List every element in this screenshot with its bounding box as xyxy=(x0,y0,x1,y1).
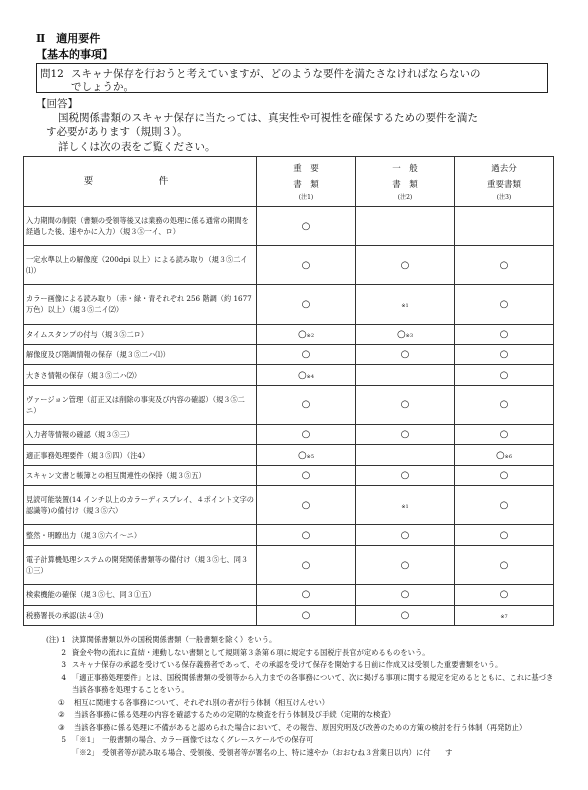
applicability-mark: ○ xyxy=(400,529,410,541)
applicability-mark: ○ xyxy=(499,298,509,310)
applicability-cell xyxy=(356,445,455,465)
applicability-cell xyxy=(257,285,356,324)
applicability-cell xyxy=(257,605,356,625)
applicability-mark: ○ xyxy=(301,298,311,310)
table-row xyxy=(24,605,554,625)
applicability-cell xyxy=(257,545,356,584)
question-line-1: スキャナ保存を行おうと考えていますが、どのような要件を満たさなければならないの xyxy=(71,68,481,80)
requirement-label: 大きさ情報の保存（規３⑤二ハ⑵） xyxy=(24,365,257,385)
applicability-cell xyxy=(257,246,356,285)
table-row xyxy=(24,385,554,424)
requirement-label: 一定水準以上の解像度（200dpi 以上）による読み取り（規３⑤二イ⑴） xyxy=(24,246,257,285)
applicability-note: ※1 xyxy=(401,503,409,510)
applicability-cell xyxy=(455,486,554,525)
note-4: 4 「適正事務処理要件」とは、国税関係書類の受領等から入力までの各事務について、次に掲げる事項に関する規定を定めるとともに、これに基づき当該各事務を処理することをいう。 xyxy=(61,672,554,694)
table-row xyxy=(24,285,554,324)
applicability-cell xyxy=(257,425,356,445)
answer-line-2: す必要があります（規則３）。 xyxy=(46,126,188,138)
table-row xyxy=(24,525,554,545)
note-4-item-1: ① 相互に関連する各事務について、それぞれ別の者が行う体制（相互けんせい） xyxy=(58,697,330,707)
applicability-mark: ○ xyxy=(301,499,311,511)
applicability-cell xyxy=(356,545,455,584)
applicability-cell xyxy=(455,324,554,344)
table-row xyxy=(24,425,554,445)
question-line-2: でしょうか。 xyxy=(71,81,134,93)
applicability-mark: ○ xyxy=(499,470,509,482)
requirement-label: カラー画像による読み取り（赤・緑・青それぞれ 256 階調（約 1677 万色）以上）（規３⑤二イ⑵） xyxy=(24,285,257,324)
applicability-note: ※7 xyxy=(500,613,508,620)
applicability-mark: ○ xyxy=(499,259,509,271)
requirement-label: 見読可能装置(14 インチ以上のカラーディスプレイ、４ポイント文字の認識等)の備付け（規３⑤六） xyxy=(24,486,257,525)
applicability-cell xyxy=(257,525,356,545)
note-5b: 「※2」 受領者等が読み取る場合、受領後、受領者等が署名の上、特に速やか（おおむね３営業日以内）に付 す xyxy=(72,747,453,757)
applicability-cell xyxy=(455,545,554,584)
table-row xyxy=(24,365,554,385)
note-4-item-2: ② 当該各事務に係る処理の内容を確認するための定期的な検査を行う体制及び手続（定期的な検査） xyxy=(58,710,396,719)
applicability-mark: ○ xyxy=(301,220,311,232)
applicability-cell xyxy=(356,365,455,385)
requirement-label: 電子計算機処理システムの開発関係書類等の備付け（規３⑤七、同３①三） xyxy=(24,545,257,584)
applicability-mark: ○ xyxy=(301,470,311,482)
applicability-cell xyxy=(455,465,554,485)
applicability-note: ※3 xyxy=(405,332,414,339)
applicability-cell xyxy=(455,525,554,545)
section-basic-heading: 【基本的事項】 xyxy=(36,48,113,61)
requirement-label: 検索機能の確保（規３⑤七、同３①五） xyxy=(24,585,257,605)
table-row xyxy=(24,465,554,485)
applicability-cell xyxy=(455,285,554,324)
answer-label: 【回答】 xyxy=(36,98,78,110)
applicability-mark: ○ xyxy=(301,559,311,571)
requirement-label: 入力者等情報の確認（規３⑤三） xyxy=(24,425,257,445)
requirement-label: 整然・明瞭出力（規３⑤六イ～ニ） xyxy=(24,525,257,545)
applicability-mark: ○ xyxy=(301,589,311,601)
applicability-mark: ○ xyxy=(396,328,406,340)
applicability-cell xyxy=(356,605,455,625)
applicability-note: ※1 xyxy=(401,302,409,309)
applicability-mark: ○ xyxy=(301,429,311,441)
applicability-mark: ○ xyxy=(400,429,410,441)
applicability-mark: ○ xyxy=(499,589,509,601)
applicability-cell xyxy=(455,585,554,605)
question-box xyxy=(36,63,548,93)
note-2: 2 資金や物の流れに直結・連動しない書類として規則第３条第６項に規定する国税庁長官が定めるものをいう。 xyxy=(61,647,430,657)
footnotes xyxy=(36,634,556,759)
requirements-table xyxy=(23,156,554,626)
applicability-mark: ○ xyxy=(499,369,509,381)
applicability-cell xyxy=(356,385,455,424)
applicability-cell xyxy=(356,585,455,605)
table-row xyxy=(24,246,554,285)
requirement-label: ヴァージョン管理（訂正又は削除の事実及び内容の確認）（規３⑤二ニ） xyxy=(24,385,257,424)
applicability-mark: ○ xyxy=(301,259,311,271)
applicability-cell xyxy=(257,445,356,465)
applicability-mark: ○ xyxy=(400,589,410,601)
note-4-item-3: ③ 当該各事務に係る処理に不備があると認められた場合において、その報告、原因究明及び改善のための方策の検討を行う体制（再発防止） xyxy=(58,722,527,732)
applicability-mark: ○ xyxy=(297,449,307,461)
table-row xyxy=(24,545,554,584)
applicability-cell xyxy=(257,324,356,344)
requirement-label: 解像度及び階調情報の保存（規３⑤二ハ⑴） xyxy=(24,344,257,364)
applicability-cell xyxy=(356,246,455,285)
applicability-note: ※5 xyxy=(306,453,315,460)
applicability-note: ※6 xyxy=(504,453,513,460)
applicability-cell xyxy=(455,246,554,285)
applicability-mark: ○ xyxy=(400,259,410,271)
applicability-mark: ○ xyxy=(297,369,307,381)
applicability-cell xyxy=(356,425,455,445)
col-important-header: 重 要 書 類 (注1) xyxy=(257,157,356,207)
applicability-cell xyxy=(257,385,356,424)
applicability-mark: ○ xyxy=(301,529,311,541)
note-1: (注) 1 決算関係書類以外の国税関係書類（一般書類を除く）をいう。 xyxy=(46,635,277,644)
applicability-cell xyxy=(455,207,554,246)
applicability-cell xyxy=(455,425,554,445)
applicability-cell xyxy=(257,365,356,385)
applicability-mark: ○ xyxy=(495,449,505,461)
applicability-cell xyxy=(356,207,455,246)
answer-line-3: 詳しくは次の表をご覧ください。 xyxy=(58,141,216,153)
requirement-label: タイムスタンプの付与（規３⑤二ロ） xyxy=(24,324,257,344)
applicability-mark: ○ xyxy=(499,349,509,361)
applicability-mark: ○ xyxy=(499,328,509,340)
applicability-note: ※4 xyxy=(306,373,315,380)
applicability-mark: ○ xyxy=(499,429,509,441)
applicability-mark: ○ xyxy=(400,609,410,621)
table-row xyxy=(24,486,554,525)
applicability-mark: ○ xyxy=(499,559,509,571)
applicability-cell xyxy=(257,486,356,525)
requirement-label: スキャン文書と帳簿との相互関連性の保持（規３⑤五） xyxy=(24,465,257,485)
requirement-label: 適正事務処理要件（規３⑤四）（注4） xyxy=(24,445,257,465)
applicability-mark: ○ xyxy=(499,399,509,411)
applicability-cell xyxy=(257,344,356,364)
applicability-mark: ○ xyxy=(301,399,311,411)
applicability-cell xyxy=(455,605,554,625)
applicability-mark: ○ xyxy=(400,399,410,411)
applicability-cell xyxy=(257,207,356,246)
applicability-cell xyxy=(257,465,356,485)
applicability-cell xyxy=(356,525,455,545)
applicability-cell xyxy=(455,445,554,465)
applicability-mark: ○ xyxy=(400,470,410,482)
applicability-mark: ○ xyxy=(400,349,410,361)
note-5: 5 「※1」 一般書類の場合、カラー画像ではなくグレースケールでの保存可 xyxy=(61,735,314,744)
applicability-cell xyxy=(356,465,455,485)
col-general-header: 一 般 書 類 (注2) xyxy=(356,157,455,207)
chapter-heading: Ⅱ 適用要件 xyxy=(36,32,101,45)
applicability-cell xyxy=(356,344,455,364)
applicability-cell xyxy=(455,385,554,424)
applicability-mark: ○ xyxy=(499,529,509,541)
note-3: 3 スキャナ保存の承認を受けている保存義務者であって、その承認を受けて保存を開始する日前に作成又は受領した重要書類をいう。 xyxy=(61,660,503,669)
applicability-note: ※2 xyxy=(306,332,315,339)
requirement-label: 税務署長の承認(法４③) xyxy=(24,605,257,625)
table-row xyxy=(24,324,554,344)
applicability-mark: ○ xyxy=(301,349,311,361)
applicability-cell xyxy=(455,365,554,385)
table-row xyxy=(24,445,554,465)
applicability-cell xyxy=(455,344,554,364)
table-row xyxy=(24,207,554,246)
col-past-header: 過去分 重要書類 (注3) xyxy=(455,157,554,207)
applicability-cell xyxy=(356,324,455,344)
applicability-cell xyxy=(257,585,356,605)
applicability-mark: ○ xyxy=(297,328,307,340)
table-row xyxy=(24,585,554,605)
applicability-cell xyxy=(356,285,455,324)
requirement-label: 入力期間の制限（書類の受領等後又は業務の処理に係る通常の期間を経過した後、速やかに入力）（規３⑤一イ、ロ） xyxy=(24,207,257,246)
applicability-cell xyxy=(356,486,455,525)
answer-line-1: 国税関係書類のスキャナ保存に当たっては、真実性や可視性を確保するための要件を満た xyxy=(58,112,478,124)
col-requirement-header: 要 件 xyxy=(24,157,257,207)
applicability-mark: ○ xyxy=(499,499,509,511)
applicability-mark: ○ xyxy=(400,559,410,571)
question-number: 問12 xyxy=(40,68,64,80)
table-row xyxy=(24,344,554,364)
applicability-mark: ○ xyxy=(301,609,311,621)
